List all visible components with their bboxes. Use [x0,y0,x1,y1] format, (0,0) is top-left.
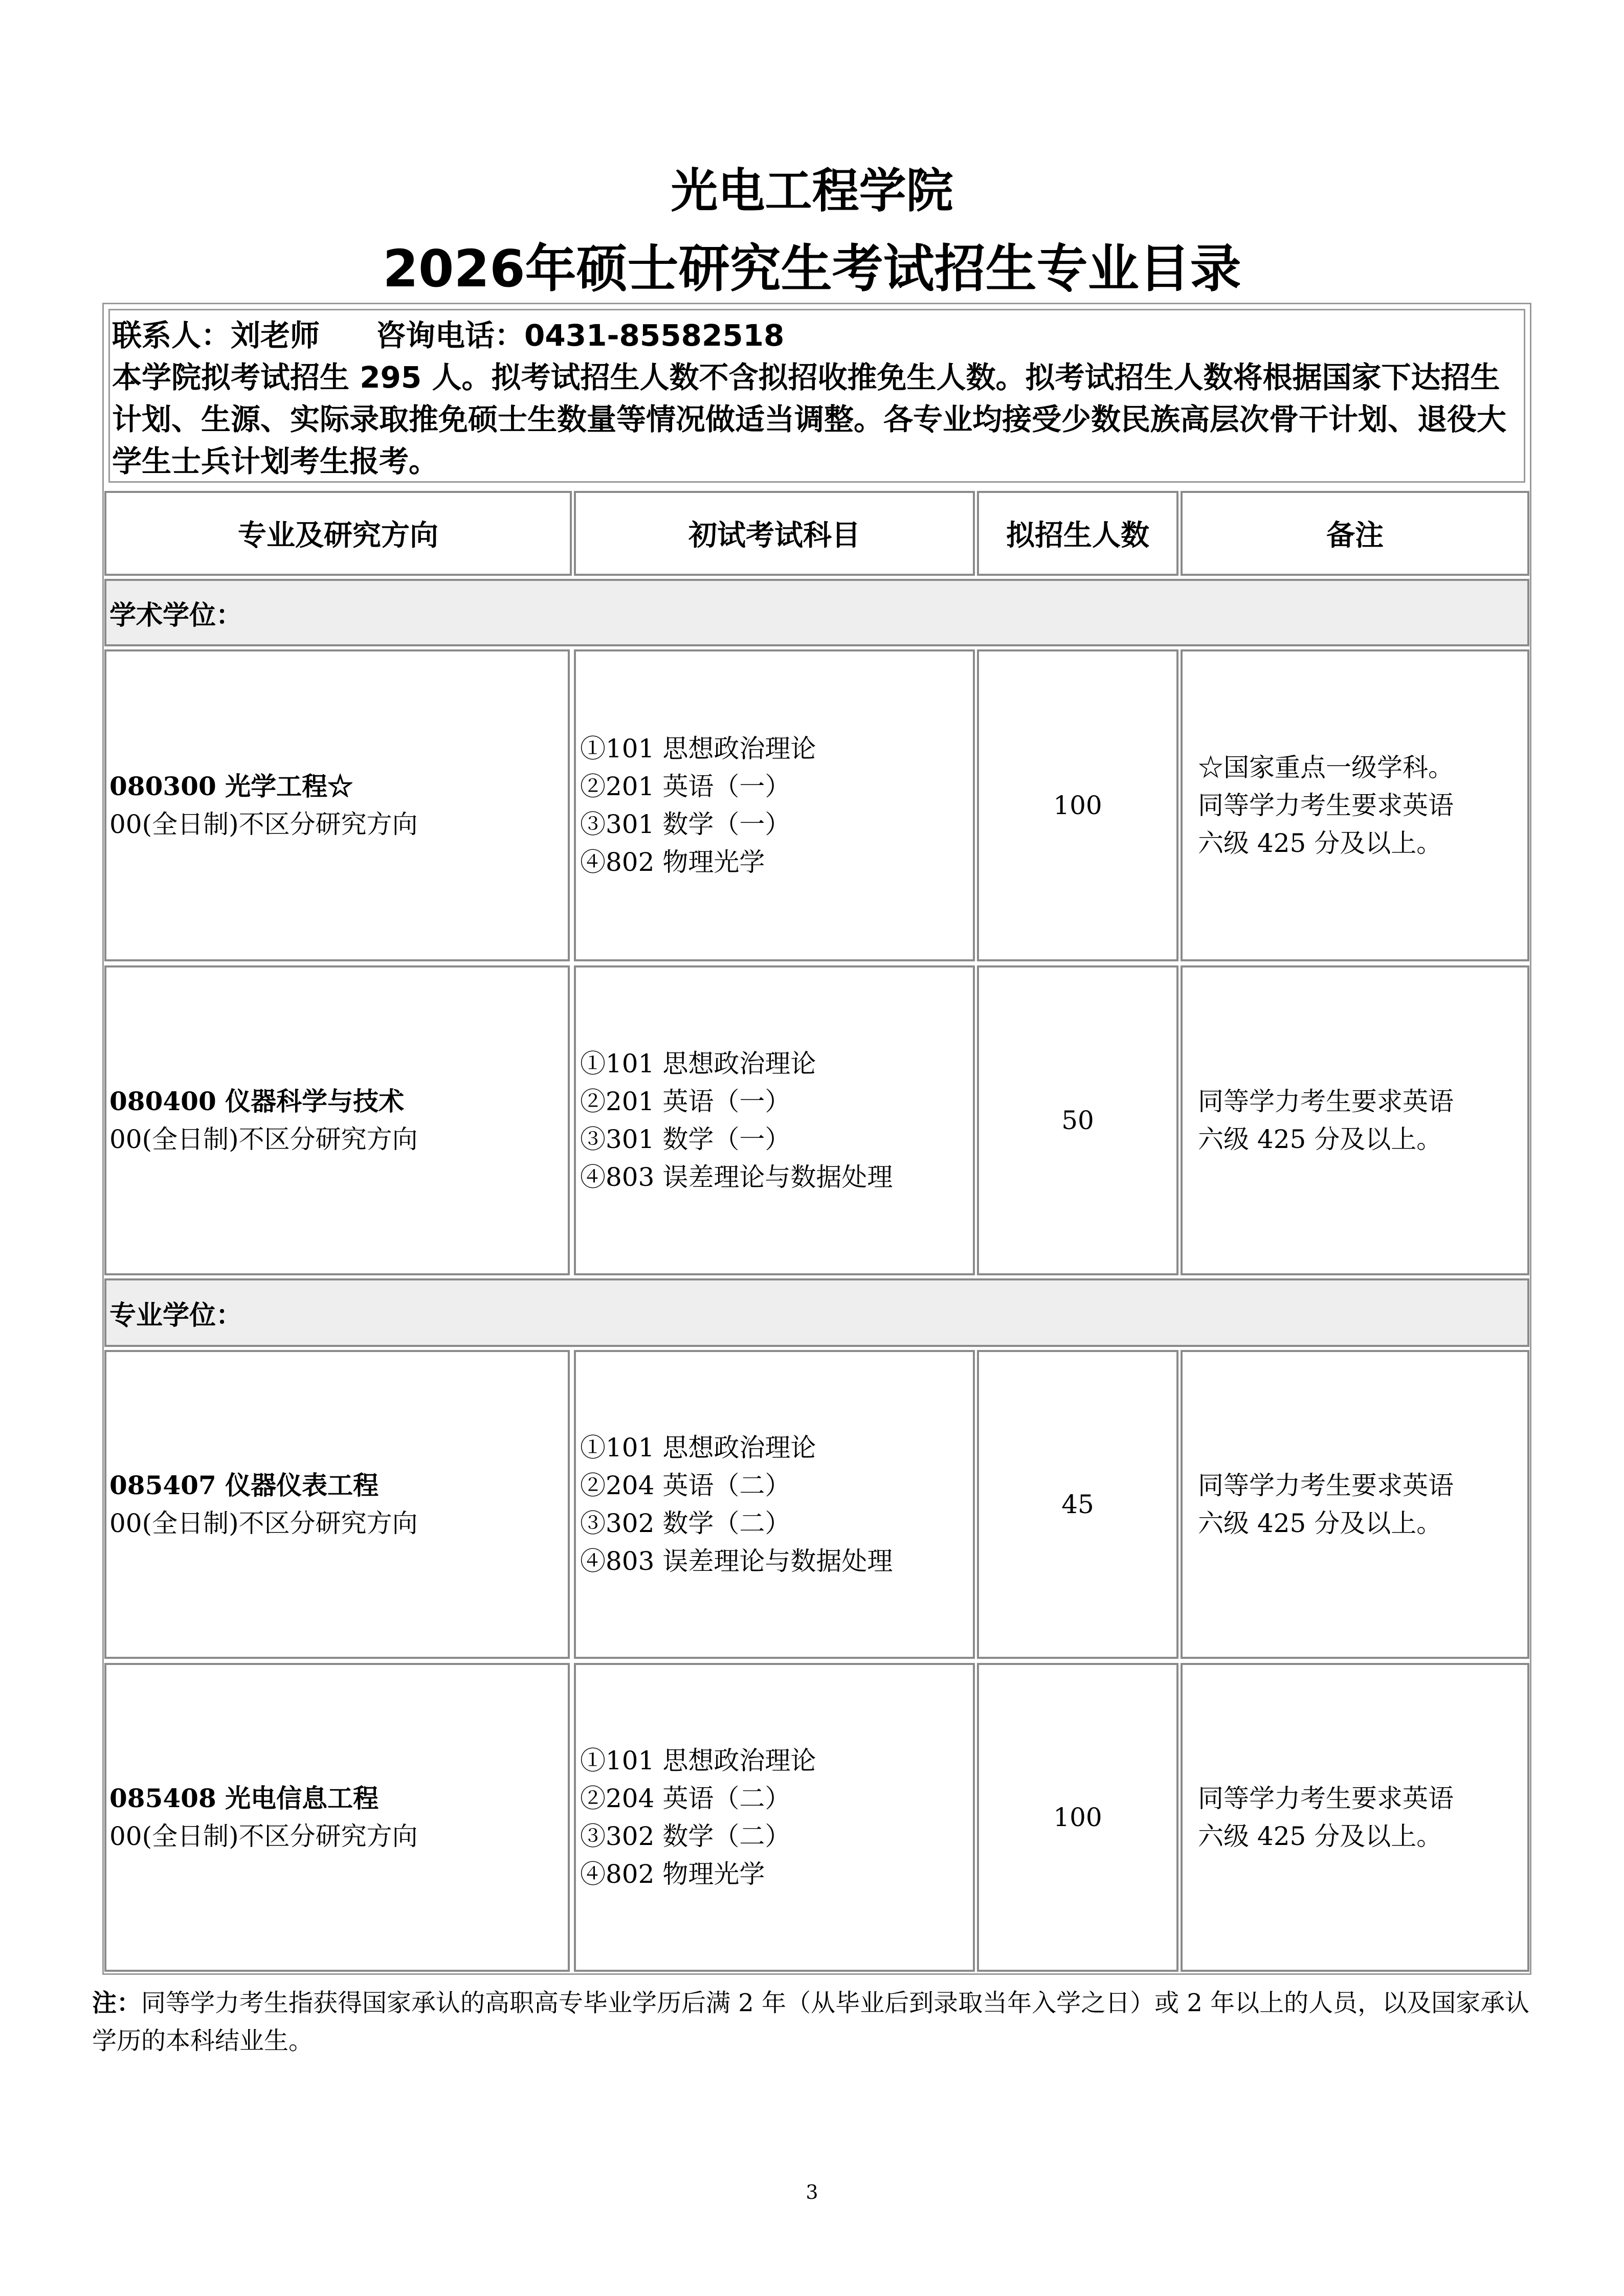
footnote [92,1984,1545,2060]
table-row [104,1350,570,1659]
major-direction: 00(全日制)不区分研究方向 [109,1509,418,1538]
exam-subjects [574,965,975,1275]
header-count: 拟招生人数 [977,491,1178,576]
major-direction: 00(全日制)不区分研究方向 [109,1821,418,1851]
subject-item: ②201 英语（一） [580,772,791,801]
remark-line: 六级 425 分及以上。 [1198,1821,1442,1851]
footnote-label: 注： [92,1989,142,2017]
subject-item: ③301 数学（一） [580,809,791,839]
table-row [104,965,570,1275]
enrollment-count: 45 [977,1350,1178,1659]
remark-line: 六级 425 分及以上。 [1198,1509,1442,1538]
subject-item: ④802 物理光学 [580,847,765,877]
remark-line: 六级 425 分及以上。 [1198,1124,1442,1154]
remark-line: 六级 425 分及以上。 [1198,828,1442,858]
subject-item: ①101 思想政治理论 [580,734,816,763]
remarks [1181,649,1529,961]
subject-item: ②204 英语（二） [580,1471,791,1500]
subject-item: ③302 数学（二） [580,1509,791,1538]
table-row [104,1663,570,1972]
subject-item: ④802 物理光学 [580,1859,765,1889]
remarks [1181,1663,1529,1972]
subject-item: ③302 数学（二） [580,1821,791,1851]
major-name: 080300 光学工程☆ [109,771,353,801]
subject-item: ②201 英语（一） [580,1087,791,1116]
exam-subjects [574,1663,975,1972]
remark-line: 同等学力考生要求英语 [1198,1087,1454,1116]
enrollment-count: 100 [977,649,1178,961]
intro-block [108,309,1525,483]
header-remarks: 备注 [1181,491,1529,576]
enrollment-count: 50 [977,965,1178,1275]
subject-item: ④803 误差理论与数据处理 [580,1546,893,1576]
subject-item: ①101 思想政治理论 [580,1433,816,1462]
subject-item: ①101 思想政治理论 [580,1049,816,1078]
header-subjects: 初试考试科目 [574,491,975,576]
contact-phone: 咨询电话：0431-85582518 [376,318,785,353]
major-direction: 00(全日制)不区分研究方向 [109,809,418,839]
footnote-text: 同等学力考生指获得国家承认的高职高专毕业学历后满 2 年（从毕业后到录取当年入学之日）或 2 年以上的人员，以及国家承认学历的本科结业生。 [92,1989,1530,2055]
remarks [1181,1350,1529,1659]
remark-line: ☆国家重点一级学科。 [1198,753,1454,782]
table-row [104,649,570,961]
exam-subjects [574,649,975,961]
remark-line: 同等学力考生要求英语 [1198,791,1454,820]
page-title: 光电工程学院 [671,164,953,218]
remark-line: 同等学力考生要求英语 [1198,1784,1454,1813]
remark-line: 同等学力考生要求英语 [1198,1471,1454,1500]
enrollment-count: 100 [977,1663,1178,1972]
major-name: 080400 仪器科学与技术 [109,1086,405,1116]
subject-item: ③301 数学（一） [580,1124,791,1154]
page-subtitle: 2026年硕士研究生考试招生专业目录 [383,239,1241,299]
header-major: 专业及研究方向 [104,491,572,576]
subject-item: ②204 英语（二） [580,1784,791,1813]
section-professional: 专业学位： [104,1278,1529,1347]
subject-item: ④803 误差理论与数据处理 [580,1162,893,1192]
major-direction: 00(全日制)不区分研究方向 [109,1124,418,1154]
page-number: 3 [806,2181,818,2203]
remarks [1181,965,1529,1275]
exam-subjects [574,1350,975,1659]
contact-person: 联系人：刘老师 [112,318,320,353]
major-name: 085407 仪器仪表工程 [109,1470,379,1500]
major-name: 085408 光电信息工程 [109,1783,379,1813]
section-academic: 学术学位： [104,579,1529,646]
subject-item: ①101 思想政治理论 [580,1746,816,1775]
intro-text: 本学院拟考试招生 295 人。拟考试招生人数不含拟招收推免生人数。拟考试招生人数将根据国家下达招生计划、生源、实际录取推免硕士生数量等情况做适当调整。各专业均接受少数民族高层次骨干计划、退役大学生士兵计划考生报考。 [112,360,1507,479]
